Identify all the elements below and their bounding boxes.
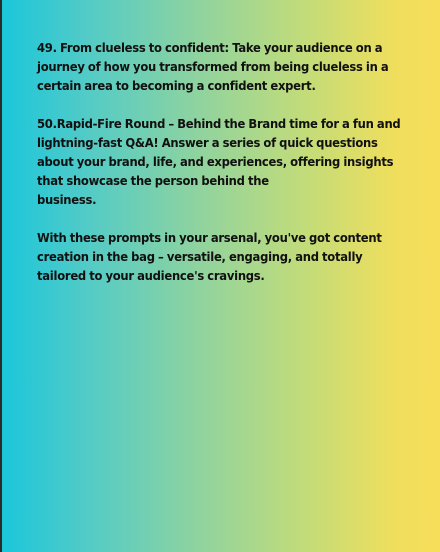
left-edge-border xyxy=(0,0,2,552)
prompt-50-paragraph: 50.Rapid-Fire Round – Behind the Brand time for a fun and lightning-fast Q&A! Answer a series of quick questions about your brand, life, and experiences, offering insights that showcase the person behind the business. xyxy=(37,116,401,207)
prompt-49-paragraph: 49. From clueless to confident: Take your audience on a journey of how you transformed from being clueless in a certain area to becoming a confident expert. xyxy=(37,40,389,93)
document-body xyxy=(37,38,407,304)
closing-paragraph: With these prompts in your arsenal, you've got content creation in the bag – versatile, engaging, and totally tailored to your audience's cravings. xyxy=(37,230,382,283)
